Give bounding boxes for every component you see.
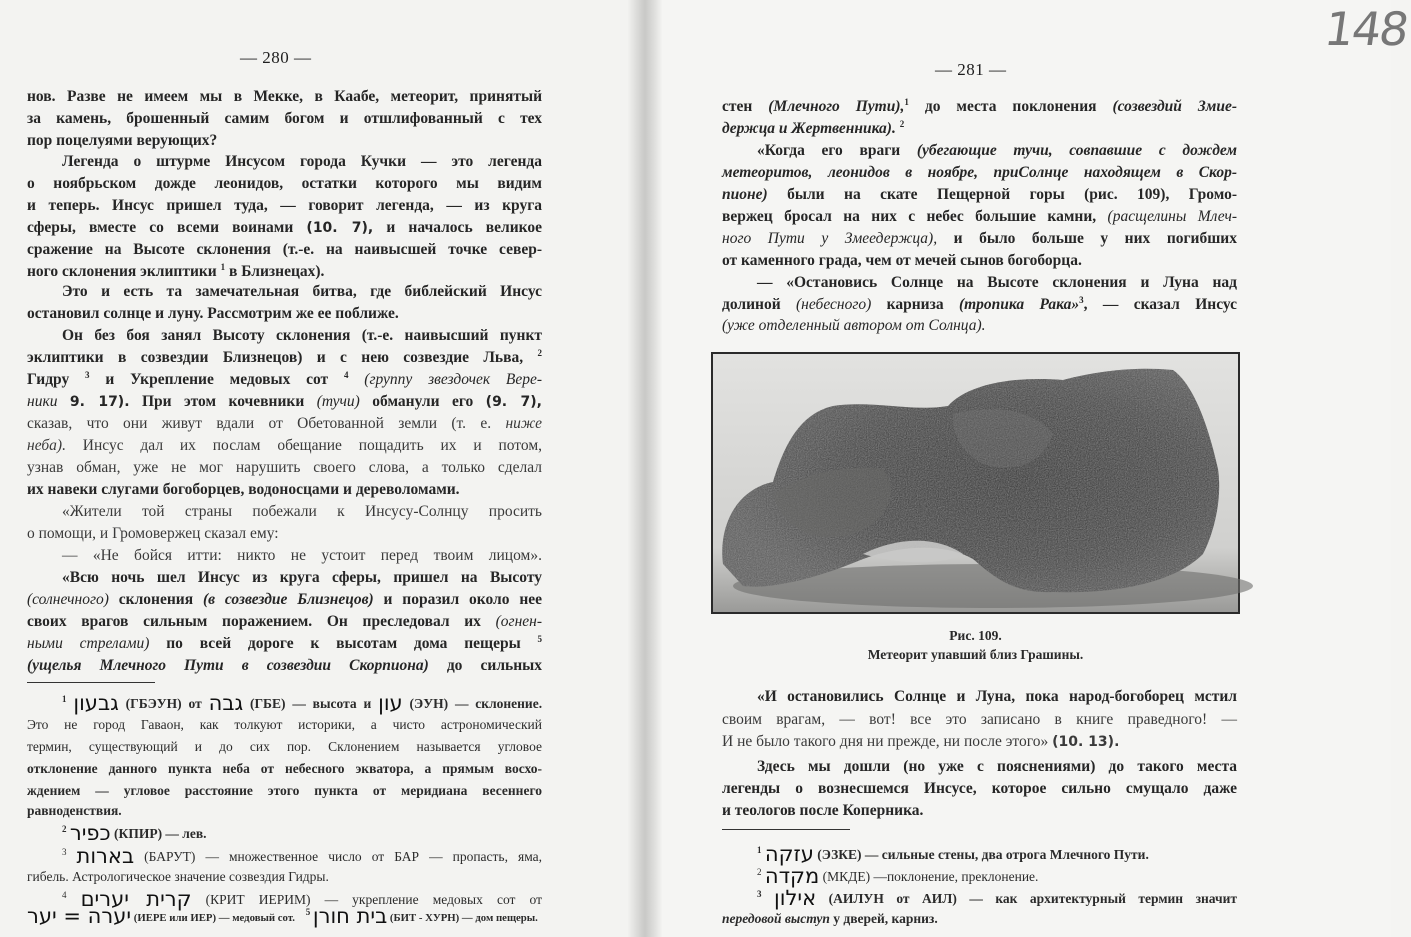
text-line: долиной (небесного) карниза (тропика Рака»$^3$, — сказал Инсус bbox=[722, 295, 1238, 313]
footnote-2: $^2$ כפיר (КПИР) — лев. bbox=[62, 821, 207, 845]
text-line: Это и есть та замечательная битва, где библейский Инсус bbox=[62, 283, 542, 300]
footnote-ref: 5 bbox=[537, 634, 542, 644]
footnote-4: $^4$ קרית יערים (КРИТ ИЕРИМ) — укрепление медовых сот от bbox=[62, 887, 542, 911]
text-line: и теперь. Инсус пришел туда, — говорит легенда, — из круга bbox=[27, 197, 542, 214]
text-line: пор поцелуями верующих? bbox=[27, 132, 218, 149]
footnote-line: отклонение данного пункта неба от небесного экватора, а прямым восхо- bbox=[27, 761, 542, 776]
footnote-1: $^1$ עזקה (ЭЗКЕ) — сильные стены, два отрога Млечного Пути. bbox=[757, 842, 1149, 866]
text-line: — «Остановись Солнце на Высоте склонения и Луна над bbox=[757, 274, 1237, 291]
text-line: стен (Млечного Пути),$^1$ до места поклонения (созвездий Змие- bbox=[722, 97, 1238, 115]
text-line: и теологов после Коперника. bbox=[722, 802, 924, 819]
text-line: «И остановились Солнце и Луна, пока народ-богоборец мстил bbox=[757, 688, 1237, 705]
footnote-divider bbox=[722, 829, 850, 830]
text-line: легенды о вознесшемся Инсусе, которое сильно смущало даже bbox=[722, 780, 1237, 797]
footnote-line: יערה = יער (ИЕРЕ или ИЕР) — медовый сот. $^5$ בית חורן (БИТ - ХУРН) — дом пещеры. bbox=[27, 904, 538, 928]
text-line: «Всю ночь шел Инсус из круга сферы, пришел на Высоту bbox=[62, 569, 542, 586]
page-number-left: — 280 — bbox=[240, 48, 312, 67]
text-line: за камень, брошенный самим богом и отшлифованный с тех bbox=[27, 110, 542, 127]
text-line: ники 9. 17). При этом кочевники (тучи) обманули его (9. 7), bbox=[27, 393, 542, 410]
footnote-line: ждением — угловое расстояние этого пункта от меридиана весеннего bbox=[27, 783, 542, 798]
bible-reference: (10. 13). bbox=[1052, 734, 1120, 750]
text-line: узнав обман, уже не мог нарушить своего слова, а только сделал bbox=[27, 459, 542, 476]
footnote-line: передовой выступ у дверей, карниз. bbox=[722, 911, 938, 926]
footnote-2: $^2$ מקדה (МКДЕ) —поклонение, преклонение. bbox=[757, 864, 1039, 888]
text-line: (ущелья Млечного Пути в созвездии Скорпиона) до сильных bbox=[27, 657, 542, 674]
text-line: ного Пути у Змеедержца), и было больше у них погибших bbox=[722, 230, 1237, 247]
text-line: своим врагам, — вот! все это записано в книге праведного! — bbox=[722, 711, 1237, 728]
text-line: (солнечного) склонения (в созвездие Близнецов) и поразил около нее bbox=[27, 591, 543, 608]
text-line: Здесь мы дошли (но уже с пояснениями) до такого места bbox=[757, 758, 1237, 775]
text-line: Гидру $^3$ и Укрепление медовых сот $^4$ (группу звездочек Вере- bbox=[27, 370, 543, 388]
text-line: от каменного града, чем от мечей сынов богоборца. bbox=[722, 252, 1082, 269]
hebrew-word: יערה = יער bbox=[27, 904, 132, 928]
text-line: эклиптики в созвездии Близнецов) и с нею созвездие Льва, $^2$ bbox=[27, 348, 542, 366]
meteorite-image bbox=[713, 354, 1238, 612]
text-line: неба). Инсус дал их послам обещание пощадить их и потом, bbox=[27, 437, 543, 454]
footnote-3: $^3$ אילון (АИЛУН от АИЛ) — как архитектурный термин значит bbox=[757, 886, 1238, 910]
footnote-1: $^1$ גבעון (ГБЭУН) от גבה (ГБЕ) — высота и עון (ЭУН) — склонение. bbox=[62, 691, 543, 715]
text-line: сражение на Высоте склонения (т.-е. на наивысшей точке север- bbox=[27, 241, 542, 258]
footnote-line: гибель. Астрологическое значение созвездия Гидры. bbox=[27, 869, 329, 884]
text-line: Он без боя занял Высоту склонения (т.-е. наивысший пункт bbox=[62, 327, 542, 344]
book-gutter bbox=[628, 0, 662, 937]
page-number-right: — 281 — bbox=[935, 60, 1007, 79]
text-line: вержец бросал на них с небес большие камни, (расщелины Млеч- bbox=[722, 208, 1238, 225]
footnote-line: Это не город Гаваон, как толкуют историки, а чисто астрономический bbox=[27, 717, 542, 732]
text-line: И не было такого дня ни прежде, ни после этого» (10. 13). bbox=[722, 733, 1120, 750]
text-line: Легенда о штурме Инсусом города Кучки — это легенда bbox=[62, 153, 542, 170]
text-line: (уже отделенный автором от Солнца). bbox=[722, 317, 986, 334]
text-line: пионе) были на скате Пещерной горы (рис. 109), Громо- bbox=[722, 186, 1237, 203]
footnote-divider bbox=[27, 682, 155, 683]
hebrew-word: כפיר bbox=[69, 821, 111, 845]
text-line: ными стрелами) по всей дороге к высотам дома пещеры $^5$ bbox=[27, 634, 542, 652]
meteorite-photo bbox=[711, 352, 1240, 614]
footnote-3: $^3$ בארות (БАРУТ) — множественное число от БАР — пропасть, яма, bbox=[62, 844, 543, 868]
figure-caption: Метеорит упавший близ Грашины. bbox=[867, 647, 1084, 662]
figure-label: Рис. 109. bbox=[949, 628, 1002, 643]
text-line: о помощи, и Громовержец сказал ему: bbox=[27, 525, 279, 542]
bible-reference: (10. 7), bbox=[306, 220, 374, 236]
hebrew-word: גבעון bbox=[73, 691, 119, 715]
hebrew-word: אילון bbox=[774, 886, 817, 910]
text-line: сказав, что они живут вдали от Обетованной земли (т. е. ниже bbox=[27, 415, 543, 432]
footnote-ref: 4 bbox=[343, 370, 349, 380]
text-line: «Когда его враги (убегающие тучи, совпавшие с дождем bbox=[757, 142, 1238, 159]
text-line: сферы, вместе со всеми воинами (10. 7), и началось великое bbox=[27, 219, 543, 236]
text-line: ного склонения эклиптики $^1$ в Близнецах). bbox=[27, 262, 325, 280]
text-line: их навеки слугами богоборцев, водоносцами и дереволомами. bbox=[27, 481, 460, 498]
footnote-ref: 1 bbox=[220, 262, 226, 272]
hebrew-word: מקדה bbox=[764, 864, 820, 888]
text-line: нов. Разве не имеем мы в Мекке, в Каабе, метеорит, принятый bbox=[27, 88, 542, 105]
text-line: своих врагов сильным поражением. Он преследовал их (огнен- bbox=[27, 613, 542, 630]
text-line: метеоритов, леонидов в ноябре, приСолнце находящем в Скор- bbox=[722, 164, 1237, 181]
footnote-line: равноденствия. bbox=[27, 803, 122, 818]
text-line: о ноябрьском дожде леонидов, остатки которого мы видим bbox=[27, 175, 542, 192]
hebrew-word: עזקה bbox=[764, 842, 814, 866]
footnote-ref: 2 bbox=[537, 348, 542, 358]
footnote-line: термин, существующий и до сих пор. Склонением называется угловое bbox=[27, 739, 542, 754]
hebrew-word: קרית יערים bbox=[80, 887, 192, 911]
footnote-ref: 3 bbox=[85, 370, 90, 380]
handwritten-folio-number: 148 bbox=[1321, 2, 1411, 56]
hebrew-word: גבה bbox=[208, 691, 244, 715]
text-line: — «Не бойся итти: никто не устоит перед твоим лицом». bbox=[62, 547, 542, 564]
text-line: держца и Жертвенника). $^2$ bbox=[722, 119, 905, 137]
text-line: остановил солнце и луну. Рассмотрим же ее поближе. bbox=[27, 305, 399, 322]
hebrew-word: בארות bbox=[76, 844, 135, 868]
text-line: «Жители той страны побежали к Инсусу-Солнцу просить bbox=[62, 503, 542, 520]
hebrew-word: עון bbox=[378, 691, 403, 715]
hebrew-word: בית חורן bbox=[312, 904, 388, 928]
